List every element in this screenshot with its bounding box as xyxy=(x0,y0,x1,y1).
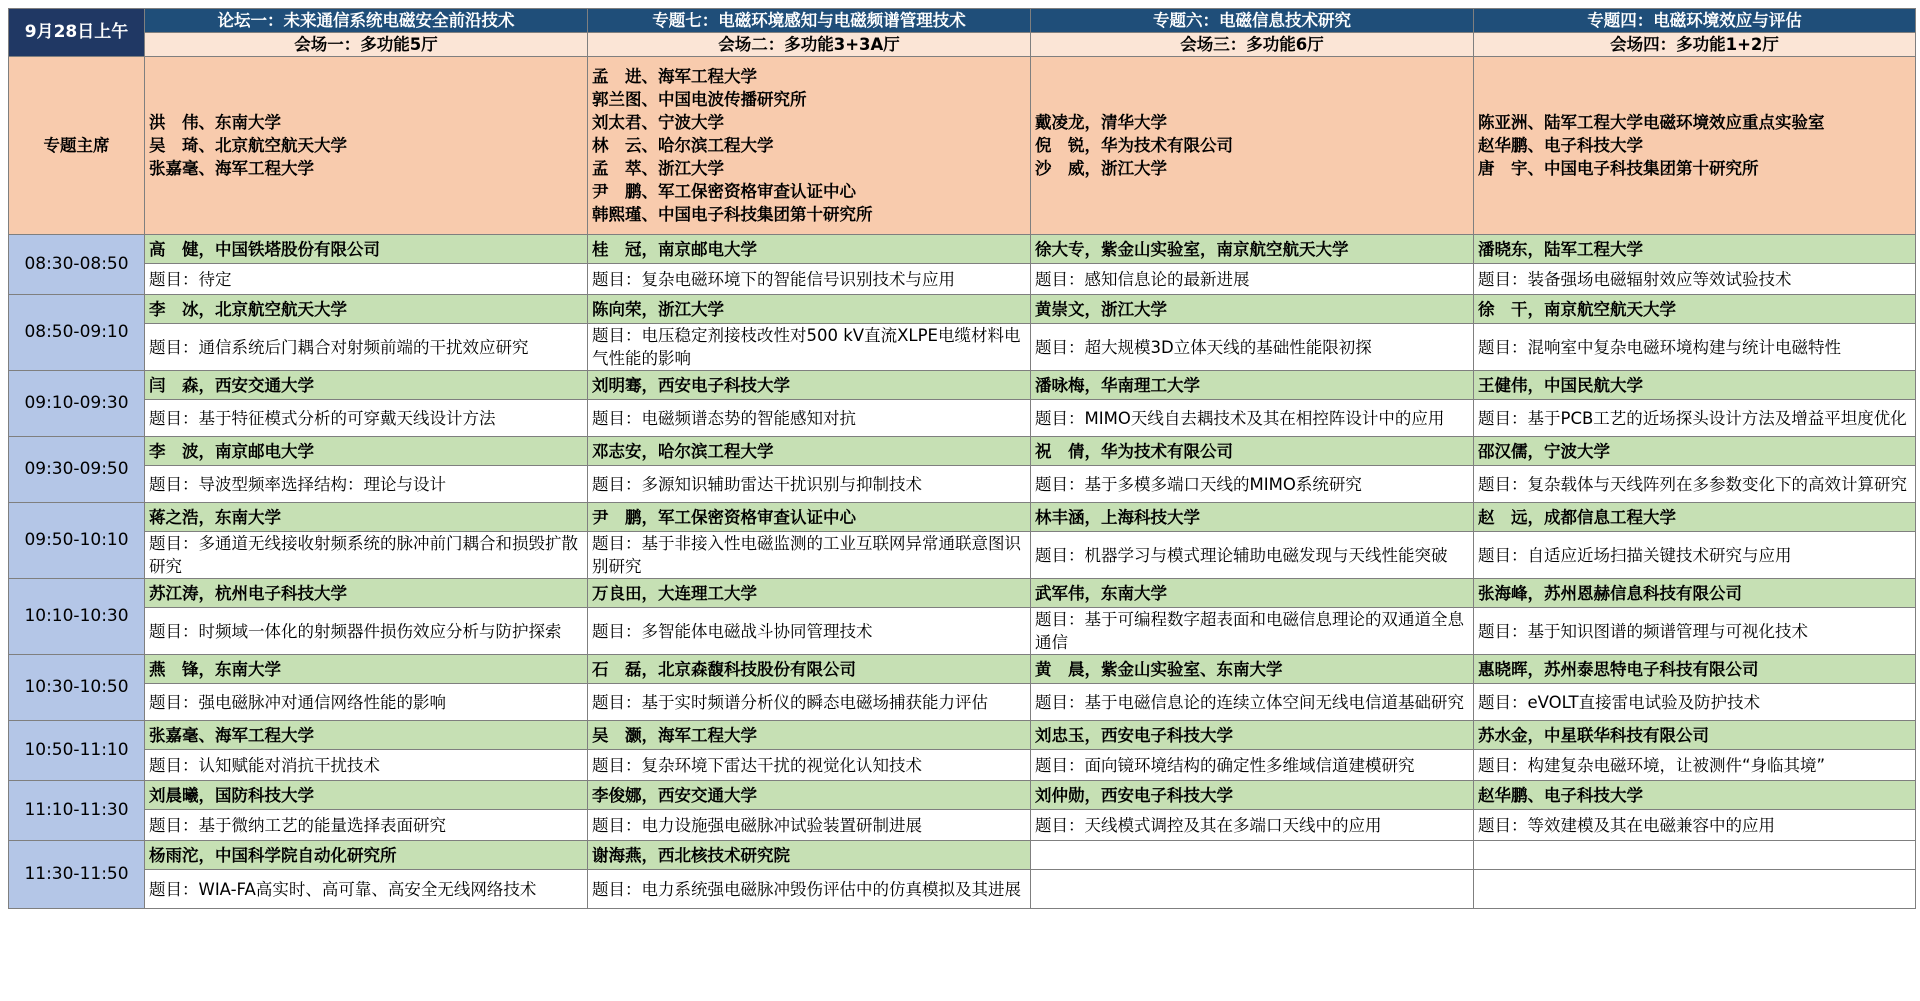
speaker-cell: 高 健，中国铁塔股份有限公司 xyxy=(145,235,588,264)
slot-title-row xyxy=(9,466,1916,503)
talk-title-cell: 题目：通信系统后门耦合对射频前端的干扰效应研究 xyxy=(145,324,588,371)
chairs-cell xyxy=(145,57,588,235)
speaker-cell: 张海峰，苏州恩赫信息科技有限公司 xyxy=(1474,579,1916,608)
talk-title-cell: 题目：MIMO天线自去耦技术及其在相控阵设计中的应用 xyxy=(1031,400,1474,437)
chair-name: 孟 萃、浙江大学 xyxy=(592,159,724,178)
empty-cell xyxy=(1031,870,1474,909)
venue-header-row xyxy=(9,33,1916,57)
slot-title-row xyxy=(9,608,1916,655)
speaker-cell: 刘明骞，西安电子科技大学 xyxy=(588,371,1031,400)
talk-title-cell: 题目：基于特征模式分析的可穿戴天线设计方法 xyxy=(145,400,588,437)
talk-title-cell: 题目：感知信息论的最新进展 xyxy=(1031,264,1474,295)
chair-name: 唐 宇、中国电子科技集团第十研究所 xyxy=(1478,159,1759,178)
speaker-cell: 邵汉儒，宁波大学 xyxy=(1474,437,1916,466)
time-slot: 10:10-10:30 xyxy=(9,579,145,655)
forum-title-1: 论坛一：未来通信系统电磁安全前沿技术 xyxy=(145,9,588,33)
speaker-cell: 张嘉毫、海军工程大学 xyxy=(145,721,588,750)
talk-title-cell: 题目：构建复杂电磁环境，让被测件“身临其境” xyxy=(1474,750,1916,781)
talk-title-cell: 题目：复杂环境下雷达干扰的视觉化认知技术 xyxy=(588,750,1031,781)
speaker-cell: 潘晓东，陆军工程大学 xyxy=(1474,235,1916,264)
talk-title-cell: 题目：装备强场电磁辐射效应等效试验技术 xyxy=(1474,264,1916,295)
chair-name: 吴 琦、北京航空航天大学 xyxy=(149,136,347,155)
slot-speaker-row xyxy=(9,721,1916,750)
speaker-cell: 林丰涵，上海科技大学 xyxy=(1031,503,1474,532)
talk-title-cell: 题目：自适应近场扫描关键技术研究与应用 xyxy=(1474,532,1916,579)
speaker-cell: 尹 鹏，军工保密资格审查认证中心 xyxy=(588,503,1031,532)
forum-header-row xyxy=(9,9,1916,33)
slot-speaker-row xyxy=(9,503,1916,532)
speaker-cell: 闫 森，西安交通大学 xyxy=(145,371,588,400)
schedule-table xyxy=(8,8,1916,909)
talk-title-cell: 题目：电力系统强电磁脉冲毁伤评估中的仿真模拟及其进展 xyxy=(588,870,1031,909)
talk-title-cell: 题目：强电磁脉冲对通信网络性能的影响 xyxy=(145,684,588,721)
talk-title-cell: 题目：复杂载体与天线阵列在多参数变化下的高效计算研究 xyxy=(1474,466,1916,503)
speaker-cell: 万良田，大连理工大学 xyxy=(588,579,1031,608)
talk-title-cell: 题目：超大规模3D立体天线的基础性能限初探 xyxy=(1031,324,1474,371)
time-slot: 09:50-10:10 xyxy=(9,503,145,579)
speaker-cell: 石 磊，北京森馥科技股份有限公司 xyxy=(588,655,1031,684)
slot-speaker-row xyxy=(9,371,1916,400)
talk-title-cell: 题目：复杂电磁环境下的智能信号识别技术与应用 xyxy=(588,264,1031,295)
speaker-cell: 桂 冠，南京邮电大学 xyxy=(588,235,1031,264)
forum-title-2: 专题七：电磁环境感知与电磁频谱管理技术 xyxy=(588,9,1031,33)
talk-title-cell: 题目：认知赋能对消抗干扰技术 xyxy=(145,750,588,781)
chairs-cell xyxy=(588,57,1031,235)
speaker-cell: 潘咏梅，华南理工大学 xyxy=(1031,371,1474,400)
talk-title-cell: 题目：基于多模多端口天线的MIMO系统研究 xyxy=(1031,466,1474,503)
slot-speaker-row xyxy=(9,235,1916,264)
talk-title-cell: 题目：基于微纳工艺的能量选择表面研究 xyxy=(145,810,588,841)
talk-title-cell: 题目：电压稳定剂接枝改性对500 kV直流XLPE电缆材料电气性能的影响 xyxy=(588,324,1031,371)
forum-title-3: 专题六：电磁信息技术研究 xyxy=(1031,9,1474,33)
chair-name: 孟 进、海军工程大学 xyxy=(592,67,757,86)
speaker-cell: 惠晓晖，苏州泰思特电子科技有限公司 xyxy=(1474,655,1916,684)
talk-title-cell: 题目：多智能体电磁战斗协同管理技术 xyxy=(588,608,1031,655)
speaker-cell: 祝 倩，华为技术有限公司 xyxy=(1031,437,1474,466)
time-slot: 10:50-11:10 xyxy=(9,721,145,781)
speaker-cell: 刘晨曦，国防科技大学 xyxy=(145,781,588,810)
chair-name: 洪 伟、东南大学 xyxy=(149,113,281,132)
chairs-row xyxy=(9,57,1916,235)
time-slot: 11:30-11:50 xyxy=(9,841,145,909)
talk-title-cell: 题目：基于实时频谱分析仪的瞬态电磁场捕获能力评估 xyxy=(588,684,1031,721)
chairs-cell xyxy=(1031,57,1474,235)
talk-title-cell: 题目：多源知识辅助雷达干扰识别与抑制技术 xyxy=(588,466,1031,503)
speaker-cell: 武军伟，东南大学 xyxy=(1031,579,1474,608)
slot-title-row xyxy=(9,532,1916,579)
slot-title-row xyxy=(9,750,1916,781)
slot-speaker-row xyxy=(9,295,1916,324)
speaker-cell: 燕 锋，东南大学 xyxy=(145,655,588,684)
talk-title-cell: 题目：导波型频率选择结构：理论与设计 xyxy=(145,466,588,503)
speaker-cell: 邓志安，哈尔滨工程大学 xyxy=(588,437,1031,466)
speaker-cell: 徐 干，南京航空航天大学 xyxy=(1474,295,1916,324)
forum-title-4: 专题四：电磁环境效应与评估 xyxy=(1474,9,1916,33)
speaker-cell: 黄 晨，紫金山实验室、东南大学 xyxy=(1031,655,1474,684)
chair-name: 倪 锐，华为技术有限公司 xyxy=(1035,136,1233,155)
talk-title-cell: 题目：WIA-FA高实时、高可靠、高安全无线网络技术 xyxy=(145,870,588,909)
schedule-body xyxy=(9,9,1916,909)
chairs-label: 专题主席 xyxy=(9,57,145,235)
chair-name: 陈亚洲、陆军工程大学电磁环境效应重点实验室 xyxy=(1478,113,1825,132)
talk-title-cell: 题目：基于可编程数字超表面和电磁信息理论的双通道全息通信 xyxy=(1031,608,1474,655)
talk-title-cell: 题目：基于电磁信息论的连续立体空间无线电信道基础研究 xyxy=(1031,684,1474,721)
chairs-cell xyxy=(1474,57,1916,235)
time-slot: 08:30-08:50 xyxy=(9,235,145,295)
speaker-cell: 吴 灏，海军工程大学 xyxy=(588,721,1031,750)
talk-title-cell: 题目：混响室中复杂电磁环境构建与统计电磁特性 xyxy=(1474,324,1916,371)
talk-title-cell: 题目：时频域一体化的射频器件损伤效应分析与防护探索 xyxy=(145,608,588,655)
slot-speaker-row xyxy=(9,841,1916,870)
talk-title-cell: 题目：面向镜环境结构的确定性多维域信道建模研究 xyxy=(1031,750,1474,781)
chair-name: 尹 鹏、军工保密资格审查认证中心 xyxy=(592,182,856,201)
speaker-cell: 黄崇文，浙江大学 xyxy=(1031,295,1474,324)
venue-4: 会场四：多功能1+2厅 xyxy=(1474,33,1916,57)
speaker-cell: 苏江涛，杭州电子科技大学 xyxy=(145,579,588,608)
speaker-cell: 刘仲勋，西安电子科技大学 xyxy=(1031,781,1474,810)
chair-name: 张嘉毫、海军工程大学 xyxy=(149,159,314,178)
time-slot: 09:30-09:50 xyxy=(9,437,145,503)
venue-3: 会场三：多功能6厅 xyxy=(1031,33,1474,57)
time-slot: 10:30-10:50 xyxy=(9,655,145,721)
slot-title-row xyxy=(9,324,1916,371)
chair-name: 林 云、哈尔滨工程大学 xyxy=(592,136,774,155)
slot-speaker-row xyxy=(9,437,1916,466)
slot-speaker-row xyxy=(9,655,1916,684)
speaker-cell: 杨雨沱，中国科学院自动化研究所 xyxy=(145,841,588,870)
talk-title-cell: 题目：天线模式调控及其在多端口天线中的应用 xyxy=(1031,810,1474,841)
chair-name: 戴凌龙，清华大学 xyxy=(1035,113,1167,132)
talk-title-cell: 题目：等效建模及其在电磁兼容中的应用 xyxy=(1474,810,1916,841)
empty-cell xyxy=(1031,841,1474,870)
chair-name: 沙 威，浙江大学 xyxy=(1035,159,1167,178)
speaker-cell: 赵 远，成都信息工程大学 xyxy=(1474,503,1916,532)
time-slot: 11:10-11:30 xyxy=(9,781,145,841)
speaker-cell: 王健伟，中国民航大学 xyxy=(1474,371,1916,400)
time-slot: 08:50-09:10 xyxy=(9,295,145,371)
time-slot: 09:10-09:30 xyxy=(9,371,145,437)
speaker-cell: 李 波，南京邮电大学 xyxy=(145,437,588,466)
talk-title-cell: 题目：电磁频谱态势的智能感知对抗 xyxy=(588,400,1031,437)
speaker-cell: 苏水金，中星联华科技有限公司 xyxy=(1474,721,1916,750)
empty-cell xyxy=(1474,870,1916,909)
speaker-cell: 蒋之浩，东南大学 xyxy=(145,503,588,532)
talk-title-cell: 题目：多通道无线接收射频系统的脉冲前门耦合和损毁扩散研究 xyxy=(145,532,588,579)
speaker-cell: 李俊娜，西安交通大学 xyxy=(588,781,1031,810)
day-label: 9月28日上午 xyxy=(9,9,145,57)
empty-cell xyxy=(1474,841,1916,870)
chair-name: 郭兰图、中国电波传播研究所 xyxy=(592,90,807,109)
speaker-cell: 刘忠玉，西安电子科技大学 xyxy=(1031,721,1474,750)
slot-title-row xyxy=(9,870,1916,909)
slot-title-row xyxy=(9,684,1916,721)
slot-speaker-row xyxy=(9,579,1916,608)
speaker-cell: 徐大专，紫金山实验室，南京航空航天大学 xyxy=(1031,235,1474,264)
chair-name: 韩熙瑾、中国电子科技集团第十研究所 xyxy=(592,205,873,224)
speaker-cell: 陈向荣，浙江大学 xyxy=(588,295,1031,324)
venue-2: 会场二：多功能3+3A厅 xyxy=(588,33,1031,57)
slot-speaker-row xyxy=(9,781,1916,810)
talk-title-cell: 题目：基于非接入性电磁监测的工业互联网异常通联意图识别研究 xyxy=(588,532,1031,579)
slot-title-row xyxy=(9,400,1916,437)
speaker-cell: 赵华鹏、电子科技大学 xyxy=(1474,781,1916,810)
talk-title-cell: 题目：机器学习与模式理论辅助电磁发现与天线性能突破 xyxy=(1031,532,1474,579)
talk-title-cell: 题目：eVOLT直接雷电试验及防护技术 xyxy=(1474,684,1916,721)
chair-name: 刘太君、宁波大学 xyxy=(592,113,724,132)
talk-title-cell: 题目：基于知识图谱的频谱管理与可视化技术 xyxy=(1474,608,1916,655)
slot-title-row xyxy=(9,810,1916,841)
talk-title-cell: 题目：待定 xyxy=(145,264,588,295)
talk-title-cell: 题目：基于PCB工艺的近场探头设计方法及增益平坦度优化 xyxy=(1474,400,1916,437)
chair-name: 赵华鹏、电子科技大学 xyxy=(1478,136,1643,155)
speaker-cell: 李 冰，北京航空航天大学 xyxy=(145,295,588,324)
venue-1: 会场一：多功能5厅 xyxy=(145,33,588,57)
speaker-cell: 谢海燕，西北核技术研究院 xyxy=(588,841,1031,870)
slot-title-row xyxy=(9,264,1916,295)
talk-title-cell: 题目：电力设施强电磁脉冲试验装置研制进展 xyxy=(588,810,1031,841)
